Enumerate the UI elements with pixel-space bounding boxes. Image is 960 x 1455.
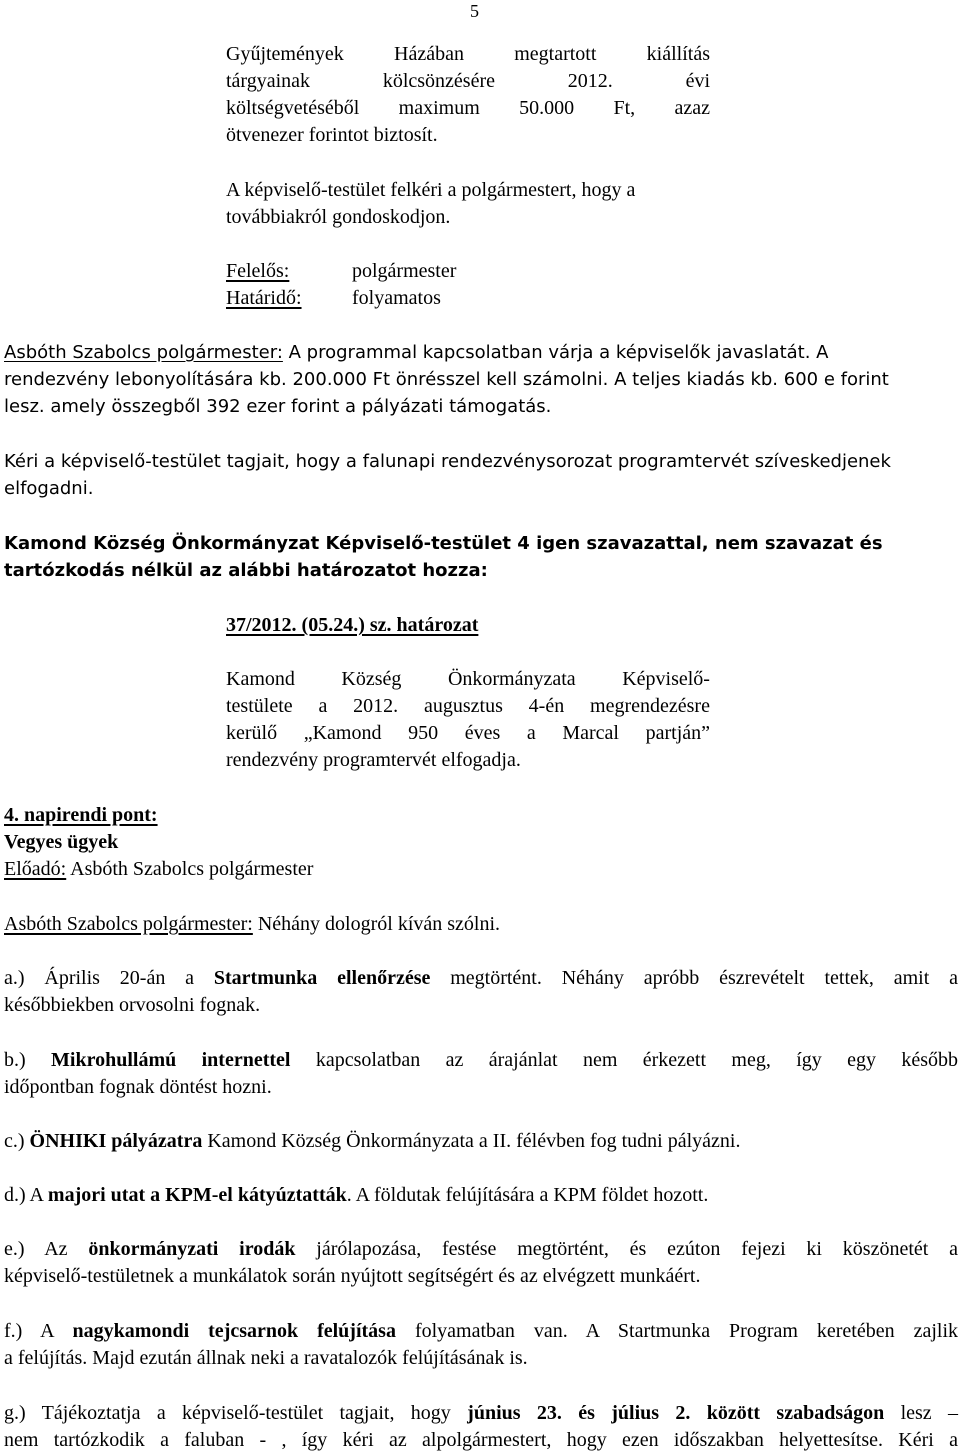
list-item: e.) Az önkormányzati irodák járólapozása, festése megtörtént, és ezúton fejezi ki köszönetét a — [4, 1238, 958, 1260]
resolution-number: 37/2012. (05.24.) sz. határozat — [226, 614, 479, 636]
paragraph-line: rendezvény lebonyolítására kb. 200.000 Ft önrésszel kell számolni. A teljes kiadás kb. 600 e forint — [4, 369, 889, 390]
paragraph-line — [226, 695, 710, 718]
word: Marcal — [562, 722, 619, 744]
speech-text: Néhány dologról kíván szólni. — [257, 913, 501, 935]
agenda-title: Vegyes ügyek — [4, 831, 119, 853]
word: Község — [341, 668, 402, 690]
word: 950 — [408, 722, 439, 744]
paragraph-line — [226, 97, 710, 120]
word: megtartott — [514, 43, 597, 65]
paragraph-line: elfogadni. — [4, 478, 94, 499]
word: azaz — [674, 97, 710, 119]
word: Ft, — [613, 97, 636, 119]
deadline-label: Határidő: — [226, 287, 302, 309]
word: 2012. — [567, 70, 613, 92]
list-item: f.) A nagykamondi tejcsarnok felújítása folyamatban van. A Startmunka Program keretében zajlik — [4, 1320, 958, 1342]
word: „Kamond — [303, 722, 382, 744]
word: kölcsönzésére — [382, 70, 495, 92]
paragraph-line: Kamond Község Önkormányzat Képviselő-testület 4 igen szavazattal, nem szavazat és — [4, 533, 883, 554]
paragraph-line: Kéri a képviselő-testület tagjait, hogy a falunapi rendezvénysorozat programtervét szíveskedjenek — [4, 451, 891, 472]
word: 50.000 — [519, 97, 575, 119]
word: Kamond — [226, 668, 295, 690]
word: partján” — [645, 722, 710, 744]
word: Gyűjtemények — [226, 43, 344, 65]
word: testülete — [226, 695, 293, 717]
paragraph-line: ötvenezer forintot biztosít. — [226, 124, 438, 146]
paragraph-line — [226, 668, 710, 691]
word: megrendezésre — [590, 695, 710, 717]
presenter-line — [4, 858, 313, 881]
paragraph-line: A képviselő-testület felkéri a polgármestert, hogy a — [226, 179, 636, 201]
word: kiállítás — [646, 43, 710, 65]
list-item: d.) A majori utat a KPM-el kátyúztatták. A földutak felújítására a KPM földet hozott. — [4, 1184, 709, 1206]
list-item: a.) Április 20-án a Startmunka ellenőrzése megtörtént. Néhány apróbb észrevételt tettek, amit a — [4, 967, 958, 989]
word: évi — [685, 70, 710, 92]
agenda-item: 4. napirendi pont: — [4, 804, 158, 826]
speech-text: A programmal kapcsolatban várja a képviselők javaslatát. A — [288, 342, 829, 363]
paragraph-line: tartózkodás nélkül az alábbi határozatot hozza: — [4, 560, 488, 581]
paragraph-line: lesz. amely összegből 392 ezer forint a pályázati támogatás. — [4, 396, 552, 417]
speech-block — [4, 913, 500, 936]
list-item: c.) ÖNHIKI pályázatra Kamond Község Önkormányzata a II. félévben fog tudni pályázni. — [4, 1130, 741, 1152]
deadline-value: folyamatos — [352, 287, 441, 309]
paragraph-line — [226, 43, 710, 66]
list-item-continuation: időpontban fognak döntést hozni. — [4, 1076, 272, 1098]
paragraph-line — [4, 342, 828, 363]
list-item-continuation: későbbiekben orvosolni fognak. — [4, 994, 261, 1016]
word: Önkormányzata — [447, 668, 576, 690]
paragraph-line — [226, 722, 710, 745]
word: augusztus — [423, 695, 503, 717]
word: maximum — [398, 97, 480, 119]
list-item: b.) Mikrohullámú internettel kapcsolatban az árajánlat nem érkezett meg, így egy később — [4, 1049, 959, 1071]
list-item: g.) Tájékoztatja a képviselő-testület tagjait, hogy június 23. és július 2. között szabadságon lesz – — [4, 1402, 959, 1424]
paragraph-line: továbbiakról gondoskodjon. — [226, 206, 451, 228]
speaker-name: Asbóth Szabolcs polgármester: — [4, 342, 283, 363]
word: 4-én — [528, 695, 565, 717]
word: 2012. — [353, 695, 399, 717]
word: a — [526, 722, 536, 744]
presenter-label: Előadó: — [4, 858, 67, 880]
word: éves — [464, 722, 501, 744]
presenter-value: Asbóth Szabolcs polgármester — [70, 858, 314, 880]
responsible-value: polgármester — [352, 260, 457, 282]
word: Képviselő- — [622, 668, 710, 690]
list-item-continuation: nem tartózkodik a faluban - , így kéri az alpolgármestert, hogy ezen időszakban helyettesítse. Kéri a — [4, 1429, 958, 1451]
word: költségvetéséből — [226, 97, 360, 119]
page-number: 5 — [470, 1, 479, 21]
speaker-name: Asbóth Szabolcs polgármester: — [4, 913, 253, 935]
word: tárgyainak — [226, 70, 311, 92]
word: Házában — [394, 43, 464, 65]
paragraph-line: rendezvény programtervét elfogadja. — [226, 749, 521, 771]
list-item-continuation: képviselő-testületnek a munkálatok során nyújtott segítségért és az elvégzett munkáért. — [4, 1265, 701, 1287]
responsible-label: Felelős: — [226, 260, 290, 282]
list-item-continuation: a felújítás. Majd ezután állnak neki a ravatalozók felújításának is. — [4, 1347, 528, 1369]
word: a — [318, 695, 328, 717]
paragraph-line — [226, 70, 710, 93]
word: kerülő — [226, 722, 278, 744]
